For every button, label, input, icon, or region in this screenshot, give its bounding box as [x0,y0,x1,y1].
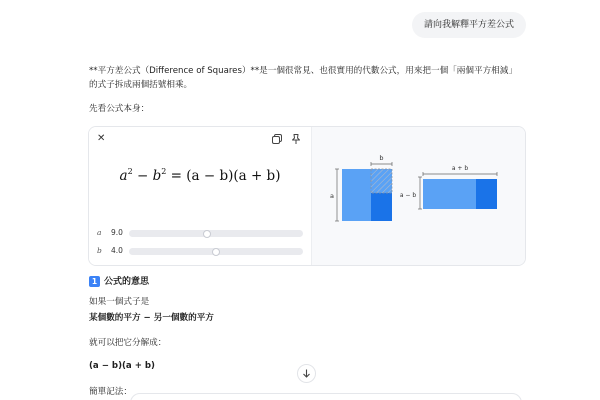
close-icon[interactable]: ✕ [97,133,106,144]
rectangle-part-b-region [476,179,497,209]
label-a-minus-b: a − b [399,192,417,199]
label-a-side: a [330,192,334,200]
slider-b-thumb[interactable] [212,248,220,256]
label-a-plus-b: a + b [451,165,469,172]
body-line-5: 簡單記法： [89,387,132,397]
formula-minus: − [132,168,153,184]
user-message-bubble: 請向我解釋平方差公式 [412,12,526,38]
slider-row-a [97,227,303,241]
formula-var-b: b [152,168,162,184]
formula-widget-card [88,126,526,266]
intro-text-line-1: **平方差公式（Difference of Squares）**是一個很常見、也很實用的代數公式，用來把一個「兩個平方相減」 [89,66,517,76]
formula-var-a: a [119,168,128,184]
pin-icon[interactable] [290,133,302,145]
slider-b-label: b [97,246,102,255]
formula-rhs: (a − b)(a + b) [186,168,281,184]
slider-a-value: 9.0 [111,228,123,237]
rectangle-part-a-region [423,179,476,209]
scroll-to-bottom-button[interactable] [297,364,316,383]
label-b-top: b [379,154,384,162]
copy-icon[interactable] [271,133,283,145]
section-heading-meaning [89,274,149,287]
slider-a-label: a [97,228,102,237]
intro-text-line-2: 的式子拆成兩個括號相乘。 [89,80,193,90]
slider-a-track[interactable] [129,230,303,237]
arrow-down-icon [298,365,315,382]
difference-of-squares-diagram [312,127,525,265]
slider-a-thumb[interactable] [203,230,211,238]
difference-of-squares-formula [89,167,311,184]
see-formula-text: 先看公式本身： [89,104,150,114]
body-line-4: (a − b)(a + b) [89,361,155,371]
body-line-3: 就可以把它分解成： [89,338,167,348]
formula-exp-2: 2 [161,167,167,176]
formula-panel [89,127,312,265]
slider-b-track[interactable] [129,248,303,255]
removed-square-b [371,169,392,193]
body-line-2: 某個數的平方 − 另一個數的平方 [89,313,214,323]
formula-equals: = [166,168,187,184]
number-badge-1: 1 [89,276,100,287]
formula-exp-1: 2 [127,167,133,176]
body-line-1: 如果一個式子是 [89,297,150,307]
slider-row-b [97,245,303,259]
message-composer[interactable] [130,393,522,400]
slider-b-value: 4.0 [111,246,123,255]
section-heading-text: 公式的意思 [104,277,150,287]
square-lower-right-region [371,193,392,221]
geometry-panel [312,127,525,265]
